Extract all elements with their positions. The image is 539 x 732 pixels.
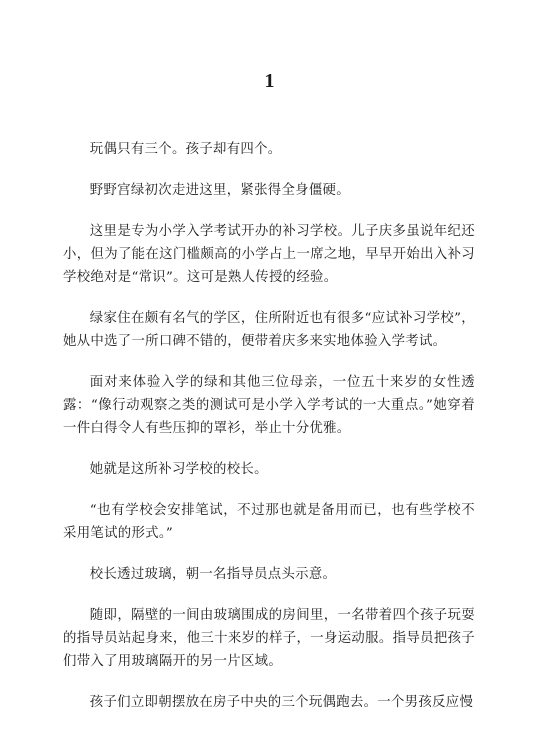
paragraph: 面对来体验入学的绿和其他三位母亲，一位五十来岁的女性透露：“像行动观察之类的测试可是小学入学考试的一大重点。”她穿着一件白得令人有些压抑的罩衫，举止十分优雅。: [63, 375, 475, 436]
paragraph: 绿家住在颇有名气的学区，住所附近也有很多“应试补习学校”，她从中选了一所口碑不错的，便带着庆多来实地体验入学考试。: [63, 311, 475, 349]
chapter-body: [63, 138, 475, 732]
paragraph: 她就是这所补习学校的校长。: [89, 462, 268, 477]
paragraph: 玩偶只有三个。孩子却有四个。: [89, 142, 282, 157]
paragraph: 随即，隔壁的一间由玻璃围成的房间里，一名带着四个孩子玩耍的指导员站起身来，他三十来岁的样子，一身运动服。指导员把孩子们带入了用玻璃隔开的另一片区域。: [63, 608, 475, 669]
paragraph: “也有学校会安排笔试，不过那也就是备用而已，也有些学校不采用笔试的形式。”: [63, 503, 475, 541]
paragraph: 野野宫绿初次走进这里，紧张得全身僵硬。: [89, 183, 350, 198]
paragraph: 这里是专为小学入学考试开办的补习学校。儿子庆多虽说年纪还小，但为了能在这门槛颇高的小学占上一席之地，早早开始出入补习学校绝对是“常识”。这可是熟人传授的经验。: [63, 224, 475, 285]
paragraph: 校长透过玻璃，朝一名指导员点头示意。: [89, 567, 337, 582]
paragraph: 孩子们立即朝摆放在房子中央的三个玩偶跑去。一个男孩反应慢: [89, 695, 474, 710]
chapter-number: 1: [264, 70, 275, 92]
